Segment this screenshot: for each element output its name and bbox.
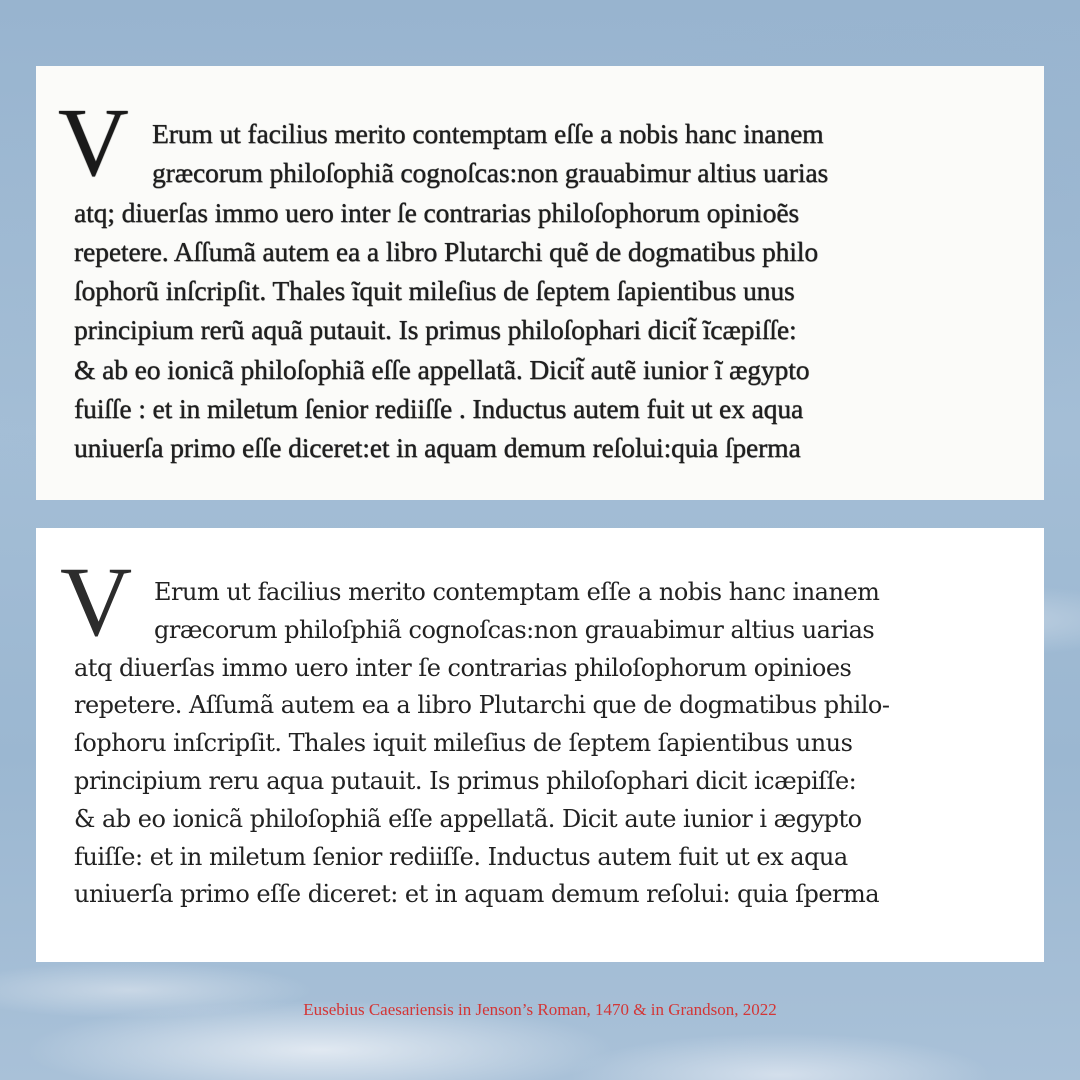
text-line: principium rerũ aquã putauit. Is primus philoſophari dicit̃ ĩcæpiſſe: <box>74 314 797 346</box>
text-line: fuiſſe : et in miletum ſenior rediiſſe . Inductus autem fuit ut ex aqua <box>74 393 804 425</box>
text-line: repetere. Aſſumã autem ea a libro Plutarchi quẽ de dogmatibus philo <box>74 235 818 267</box>
text-line: græcorum philoſphiã cognoſcas:non grauabimur altius uarias <box>154 615 875 644</box>
text-line: ſophorũ inſcripſit. Thales ĩquit mileſius de ſeptem ſapientibus unus <box>74 275 795 307</box>
text-line: uniuerſa primo eſſe diceret: et in aquam demum reſolui: quia ſperma <box>74 880 880 909</box>
text-line: fuiſſe: et in miletum ſenior rediiſſe. Inductus autem fuit ut ex aqua <box>74 842 848 871</box>
text-line: Erum ut facilius merito contemptam eſſe a nobis hanc inanem <box>154 578 880 606</box>
text-line: & ab eo ionicã philoſophiã eſſe appellatã. Dicit aute iunior i ægypto <box>74 804 862 833</box>
jenson-text-block <box>74 114 1008 468</box>
text-line: atq; diuerſas immo uero inter ſe contrarias philoſophorum opinioẽs <box>74 196 800 228</box>
jenson-roman-sample-panel <box>36 66 1044 500</box>
drop-cap: V <box>58 89 129 197</box>
text-line: ſophoru inſcripſit. Thales iquit mileſius de ſeptem ſapientibus unus <box>74 729 853 758</box>
text-line: uniuerſa primo eſſe diceret:et in aquam demum reſolui:quia ſperma <box>74 432 801 464</box>
text-line: principium reru aqua putauit. Is primus philoſophari dicit icæpiſſe: <box>74 766 857 795</box>
drop-cap: V <box>60 546 133 657</box>
grandson-sample-panel <box>36 528 1044 962</box>
text-line: Erum ut facilius merito contemptam eſſe a nobis hanc inanem <box>152 118 824 149</box>
text-line: & ab eo ionicã philoſophiã eſſe appellatã. Dicit̃ autẽ iunior ĩ ægypto <box>74 353 810 385</box>
caption: Eusebius Caesariensis in Jenson’s Roman, 1470 & in Grandson, 2022 <box>303 1000 777 1019</box>
text-line: repetere. Aſſumã autem ea a libro Plutarchi que de dogmatibus philo- <box>74 691 890 720</box>
text-line: atq diuerſas immo uero inter ſe contrarias philoſophorum opinioes <box>74 653 852 682</box>
text-line: græcorum philoſophiã cognoſcas:non grauabimur altius uarias <box>152 157 829 189</box>
grandson-text-block <box>74 574 1008 914</box>
